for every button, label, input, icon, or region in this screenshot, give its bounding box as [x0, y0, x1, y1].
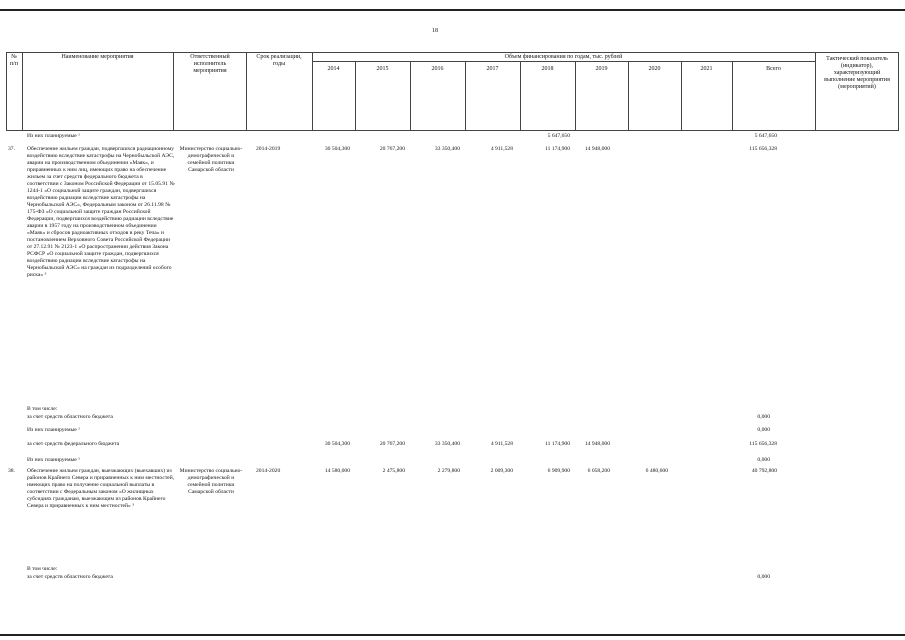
- header-num: № п/п: [9, 54, 19, 67]
- row-37-federal-2015: 20 767,200: [379, 441, 405, 447]
- row-37-2019: 14 948,000: [584, 146, 610, 152]
- year-total: Всего: [766, 66, 781, 72]
- row-38-term: 2014-2020: [256, 468, 281, 474]
- row-38-2019: 6 058,200: [587, 468, 610, 474]
- row-38-2016: 2 279,800: [437, 468, 460, 474]
- row-37-planned-label: Из них планируемые ¹: [27, 427, 80, 433]
- row-37-planned2-total: 0,000: [757, 457, 770, 463]
- row-37-federal-2018: 11 174,900: [545, 441, 570, 447]
- row-37-2015: 20 767,200: [379, 146, 405, 152]
- row-37-federal-2016: 33 350,400: [434, 441, 460, 447]
- row-37-name: Обеспечение жильем граждан, подвергшихся радиационному воздействию вследствие катастрофы на Чернобыльской АЭС, аварии на производственном объединении «Маяк», и приравненных к ним лиц, имеющих право на обеспечение жильем за счет средств федерального бюджета в соответствии с Законом Российской Федерации от 15.05.91 № 1244-1 «О социальной защите граждан, подвергшихся воздействию радиации вследствие катастрофы на Чернобыльской АЭС», Федеральным законом от 26.11.98 № 175-ФЗ «О социальной защите граждан Российской Федерации, подвергшихся воздействию радиации вследствие аварии в 1957 году на производственном объединении «Маяк» и сбросов радиоактивных отходов в реку Теча» и постановлением Верховного Совета Российской Федерации от 27.12.91 № 2123-1 «О распространении действия Закона РСФСР «О социальной защите граждан, подвергшихся воздействию радиации вследствие катастрофы на Чернобыльской АЭС» на граждан из подразделений особого риска» ³: [27, 146, 175, 278]
- row-38-2017: 2 009,300: [490, 468, 513, 474]
- page-number: 18: [432, 28, 438, 34]
- row-38-total: 40 792,800: [751, 468, 777, 474]
- row-37-federal-total: 115 656,328: [749, 441, 777, 447]
- planned-top-2018: 5 647,650: [547, 133, 570, 139]
- row-37-federal-label: за счет средств федерального бюджета: [27, 441, 120, 447]
- header-funding: Объем финансирования по годам, тыс. рублей: [504, 54, 623, 60]
- row-37-federal-2019: 14 948,000: [584, 441, 610, 447]
- row-37-2018: 11 174,900: [545, 146, 570, 152]
- row-38-2015: 2 475,800: [382, 468, 405, 474]
- year-2016: 2016: [431, 66, 444, 72]
- row-37-number: 37.: [8, 146, 15, 152]
- row-37-incl-label: В том числе:: [27, 406, 58, 412]
- year-2021: 2021: [700, 66, 713, 72]
- header-name: Наименование мероприятия: [61, 54, 134, 60]
- row-37-planned-total: 0,000: [757, 427, 770, 433]
- row-37-2014: 30 504,300: [324, 146, 350, 152]
- header-responsible: Ответственный исполнитель мероприятия: [190, 54, 230, 74]
- row-37-planned2-label: Из них планируемые ¹: [27, 457, 80, 463]
- row-37-regional-label: за счет средств областного бюджета: [27, 414, 113, 420]
- year-2020: 2020: [648, 66, 661, 72]
- header-term: Срок реализации, годы: [256, 54, 302, 67]
- row-38-2014: 14 580,000: [324, 468, 350, 474]
- year-2014: 2014: [327, 66, 340, 72]
- row-38-regional-total: 0,000: [757, 574, 770, 580]
- year-2015: 2015: [376, 66, 389, 72]
- row-38-number: 38.: [8, 468, 15, 474]
- row-37-federal-2017: 4 911,528: [490, 441, 513, 447]
- year-2017: 2017: [486, 66, 499, 72]
- row-37-2017: 4 911,528: [490, 146, 513, 152]
- row-38-name: Обеспечение жильем граждан, выезжающих (выехавших) из районов Крайнего Севера и приравненных к ним местностей, имеющих право на получение социальной выплаты в соответствии с Федеральным законом «О жилищных субсидиях гражданам, выезжающим из районов Крайнего Севера и приравненных к ним местностей» ³: [27, 468, 175, 509]
- row-37-regional-total: 0,000: [757, 414, 770, 420]
- top-rule: [0, 9, 905, 11]
- year-2018: 2018: [541, 66, 554, 72]
- row-38-responsible: Министерство социально-демографической и семейной политики Самарской области: [179, 468, 243, 495]
- row-37-federal-2014: 30 504,300: [324, 441, 350, 447]
- planned-top-label: Из них планируемые ¹: [27, 133, 80, 139]
- row-38-regional-label: за счет средств областного бюджета: [27, 574, 113, 580]
- header-indicator: Тактический показатель (индикатор), характеризующий выполнение мероприятия (мероприятий): [824, 56, 890, 90]
- row-37-2016: 33 350,400: [434, 146, 460, 152]
- row-37-term: 2014-2019: [256, 146, 281, 152]
- row-37-total: 115 656,328: [749, 146, 777, 152]
- year-2019: 2019: [595, 66, 608, 72]
- row-37-responsible: Министерство социально-демографической и семейной политики Самарской области: [179, 146, 243, 173]
- row-38-2020: 6 480,600: [645, 468, 668, 474]
- row-38-incl-label: В том числе:: [27, 566, 58, 572]
- row-38-2018: 6 909,900: [547, 468, 570, 474]
- planned-top-total: 5 647,650: [754, 133, 777, 139]
- bottom-rule: [0, 634, 905, 636]
